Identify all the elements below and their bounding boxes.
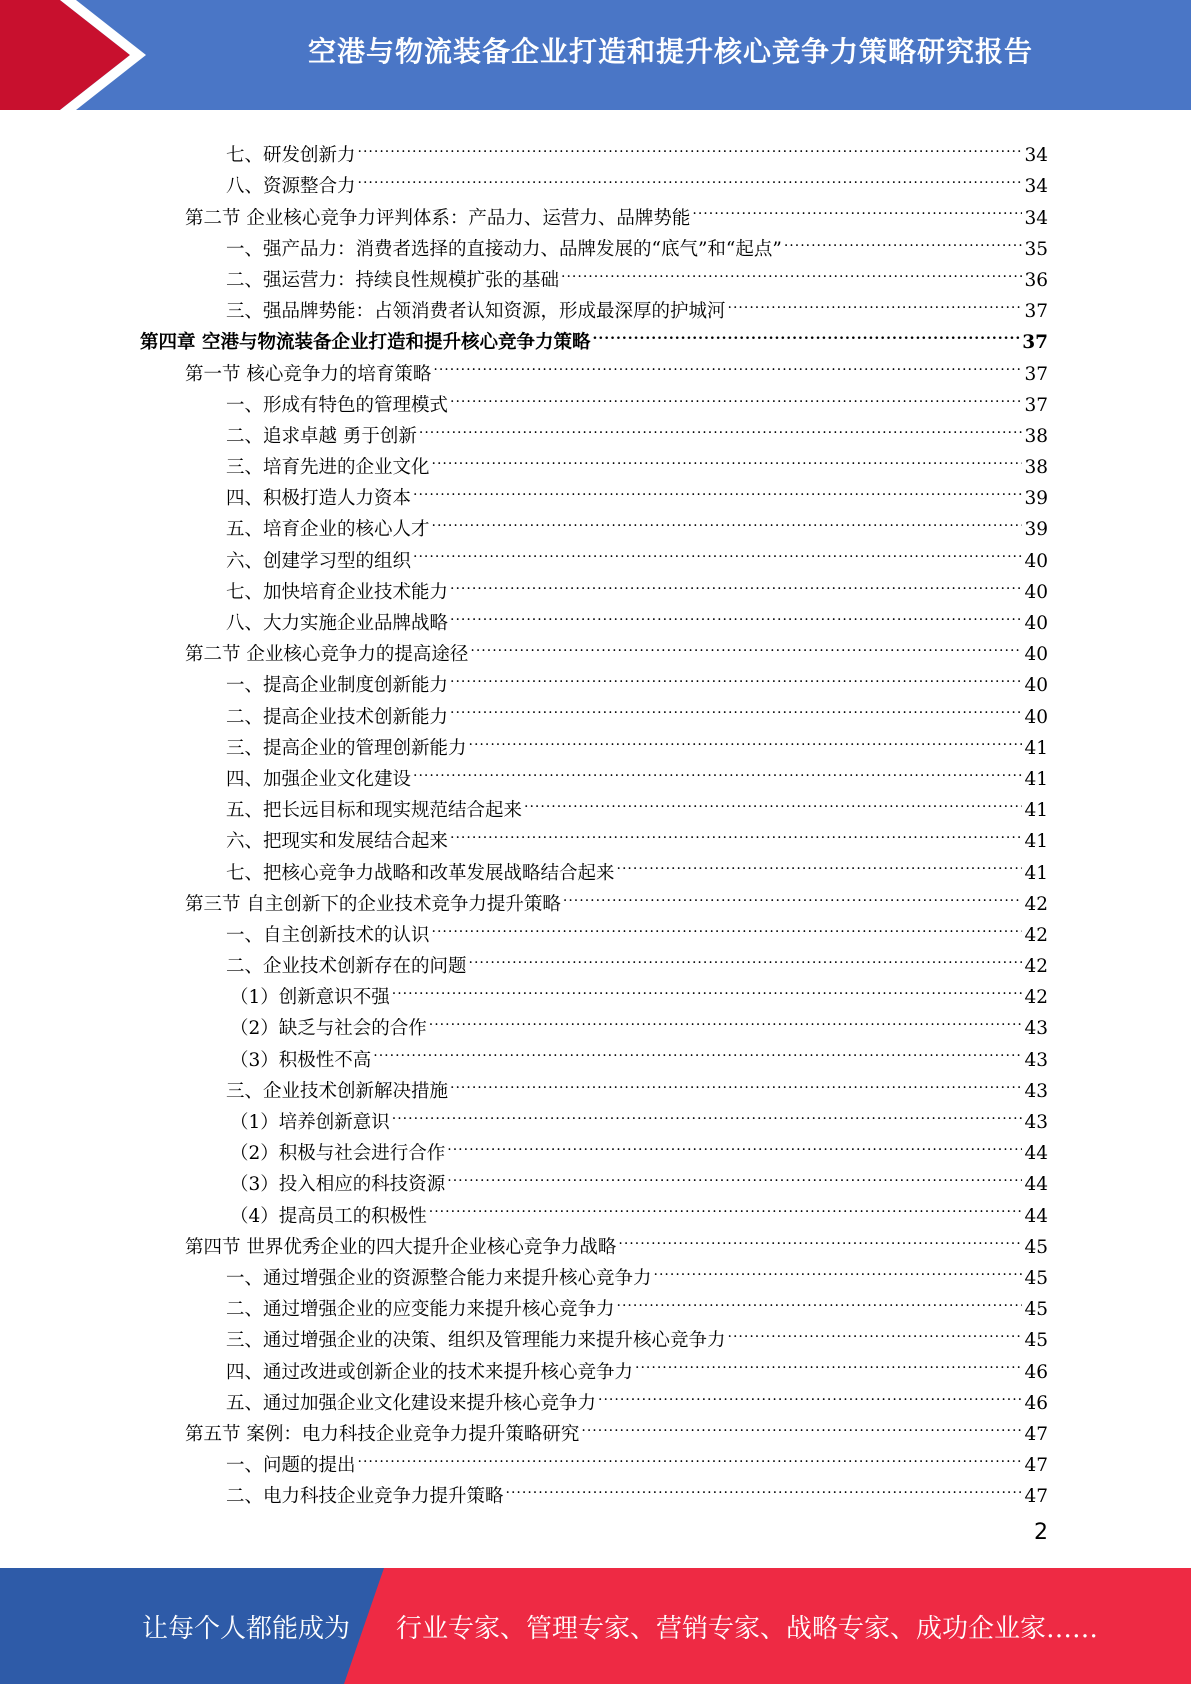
toc-entry-title: 五、把长远目标和现实规范结合起来 [226,800,523,822]
toc-entry-page: 43 [1024,1080,1048,1102]
toc-entry-title: 四、积极打造人力资本 [226,488,412,510]
toc-dot-leader [581,1409,1022,1440]
toc-entry-title: 三、通过增强企业的决策、组织及管理能力来提升核心竞争力 [226,1330,726,1352]
toc-dot-leader [450,598,1022,629]
toc-entry-title: 七、研发创新力 [226,145,356,167]
toc-dot-leader [635,1346,1022,1377]
toc-entry-page: 46 [1024,1392,1048,1414]
toc-dot-leader [692,192,1022,223]
toc-entry-page: 35 [1024,238,1048,260]
toc-dot-leader [450,691,1022,722]
toc-entry-page: 39 [1024,519,1048,541]
toc-dot-leader [784,224,1023,255]
toc-entry-page: 43 [1024,1112,1048,1133]
toc-entry-title: 四、加强企业文化建设 [226,768,412,790]
toc-entry-title: 二、强运营力：持续良性规模扩张的基础 [226,269,560,291]
toc-entry-page: 43 [1024,1049,1048,1071]
toc-dot-leader [432,442,1023,473]
toc-entry-page: 44 [1024,1174,1048,1196]
toc-entry-page: 41 [1024,862,1048,884]
toc-entry-page: 42 [1024,987,1048,1009]
toc-entry-page: 37 [1024,394,1048,416]
toc-dot-leader [373,1034,1022,1065]
toc-entry-page: 45 [1024,1299,1048,1321]
toc-entry-page: 41 [1024,768,1048,790]
toc-entry-title: 八、大力实施企业品牌战略 [226,613,449,634]
toc-dot-leader [728,1315,1023,1346]
toc-dot-leader [592,317,1020,348]
toc-dot-leader [450,380,1022,411]
toc-dot-leader [469,723,1023,754]
toc-entry-title: 第四章 空港与物流装备企业打造和提升核心竞争力策略 [140,332,591,354]
toc-entry-title: 八、资源整合力 [226,176,356,198]
toc-entry-page: 37 [1024,363,1048,385]
toc-entry-title: （4）提高员工的积极性 [230,1205,427,1227]
toc-entry-title: 三、强品牌势能：占领消费者认知资源，形成最深厚的护城河 [226,301,726,323]
toc-entry-title: 六、把现实和发展结合起来 [226,831,449,853]
toc-entry-title: 三、提高企业的管理创新能力 [226,737,467,759]
toc-entry-title: 二、追求卓越 勇于创新 [226,425,417,447]
toc-dot-leader [469,941,1023,972]
toc-dot-leader [392,972,1023,1003]
toc-entry-page: 41 [1024,831,1048,853]
toc-dot-leader [450,816,1022,847]
toc-entry-title: （2）积极与社会进行合作 [230,1143,446,1165]
toc-dot-leader [470,629,1022,660]
toc-entry-page: 39 [1024,488,1048,510]
footer-slogan-left: 让每个人都能成为 [142,1613,351,1644]
toc-entry-page: 34 [1024,207,1048,229]
toc-entry-page: 40 [1024,550,1048,572]
toc-entry-page: 40 [1024,581,1048,603]
toc-entry-page: 40 [1024,675,1048,697]
page-number: 2 [1034,1520,1048,1545]
page-header [0,0,1191,110]
toc-entry-page: 40 [1024,613,1048,634]
toc-entry-page: 34 [1024,176,1048,198]
toc-dot-leader [432,910,1023,941]
toc-dot-leader [563,879,1023,910]
toc-dot-leader [598,1378,1022,1409]
toc-entry-title: 一、提高企业制度创新能力 [226,675,449,697]
toc-entry-page: 46 [1024,1361,1048,1383]
toc-dot-leader [358,161,1023,192]
toc-dot-leader [419,411,1023,442]
toc-dot-leader [728,286,1023,317]
toc-dot-leader [392,1097,1023,1128]
toc-entry-title: 一、通过增强企业的资源整合能力来提升核心竞争力 [226,1267,652,1289]
toc-entry-title: 二、提高企业技术创新能力 [226,706,449,728]
toc-entry-title: 四、通过改进或创新企业的技术来提升核心竞争力 [226,1361,634,1383]
toc-entry-title: 三、培育先进的企业文化 [226,457,430,479]
toc-dot-leader [429,1003,1023,1034]
toc-entry-page: 37 [1024,301,1048,323]
toc-dot-leader [450,567,1022,598]
toc-entry-page: 47 [1024,1455,1048,1477]
toc-dot-leader [561,255,1022,286]
toc-dot-leader [618,1222,1022,1253]
toc-entry-page: 47 [1024,1423,1048,1445]
toc-entry-title: 一、形成有特色的管理模式 [226,394,449,416]
toc-entry-title: 五、通过加强企业文化建设来提升核心竞争力 [226,1392,597,1414]
toc-entry-title: 七、把核心竞争力战略和改革发展战略结合起来 [226,862,615,884]
toc-dot-leader [447,1128,1022,1159]
toc-entry-page: 42 [1024,893,1048,915]
toc-entry-title: （3）积极性不高 [230,1049,372,1071]
toc-entry-title: 第一节 核心竞争力的培育策略 [185,363,432,385]
toc-entry-title: 二、电力科技企业竞争力提升策略 [226,1486,504,1508]
toc-dot-leader [617,1284,1023,1315]
toc-entry[interactable] [140,130,1048,167]
table-of-contents [140,130,1048,1508]
toc-entry-page: 41 [1024,800,1048,822]
toc-entry-title: 七、加快培育企业技术能力 [226,581,449,603]
toc-dot-leader [433,348,1022,379]
toc-entry-title: 二、通过增强企业的应变能力来提升核心竞争力 [226,1299,615,1321]
toc-entry-page: 44 [1024,1205,1048,1227]
header-arrow-decoration [0,0,160,110]
toc-dot-leader [429,1190,1023,1221]
toc-entry-page: 38 [1024,457,1048,479]
toc-dot-leader [358,130,1023,161]
toc-dot-leader [432,504,1023,535]
toc-entry-title: 第二节 企业核心竞争力的提高途径 [185,644,469,666]
toc-dot-leader [413,754,1022,785]
toc-entry-title: 第五节 案例：电力科技企业竞争力提升策略研究 [185,1423,580,1445]
toc-entry-page: 41 [1024,737,1048,759]
toc-dot-leader [358,1440,1023,1471]
toc-dot-leader [450,660,1022,691]
toc-dot-leader [450,1066,1022,1097]
toc-entry-page: 42 [1024,924,1048,946]
toc-entry-title: 六、创建学习型的组织 [226,550,412,572]
toc-dot-leader [617,847,1023,878]
toc-dot-leader [413,473,1022,504]
toc-entry-title: 三、企业技术创新解决措施 [226,1080,449,1102]
toc-entry-title: 第三节 自主创新下的企业技术竞争力提升策略 [185,893,561,915]
toc-entry-title: （1）创新意识不强 [230,987,390,1009]
toc-entry-page: 45 [1024,1267,1048,1289]
toc-entry-page: 45 [1024,1330,1048,1352]
toc-entry-title: （2）缺乏与社会的合作 [230,1018,427,1040]
toc-entry-page: 36 [1024,269,1048,291]
toc-entry-title: 一、自主创新技术的认识 [226,924,430,946]
toc-entry-page: 37 [1022,332,1048,354]
toc-dot-leader [413,535,1022,566]
toc-entry-page: 34 [1024,145,1048,167]
toc-entry-page: 42 [1024,956,1048,978]
toc-entry-page: 40 [1024,706,1048,728]
toc-entry-page: 38 [1024,425,1048,447]
footer-slogan-right: 行业专家、管理专家、营销专家、战略专家、成功企业家…… [396,1613,1099,1644]
toc-entry-page: 47 [1024,1486,1048,1508]
toc-dot-leader [524,785,1022,816]
toc-entry-title: 二、企业技术创新存在的问题 [226,956,467,978]
toc-entry-title: 一、强产品力：消费者选择的直接动力、品牌发展的“底气”和“起点” [226,238,782,260]
toc-dot-leader [654,1253,1023,1284]
toc-entry-title: 一、问题的提出 [226,1455,356,1477]
toc-entry-page: 44 [1024,1143,1048,1165]
toc-entry-title: 五、培育企业的核心人才 [226,519,430,541]
toc-entry-page: 40 [1024,644,1048,666]
toc-entry-title: （1）培养创新意识 [230,1112,390,1133]
page-footer [0,1568,1191,1684]
toc-entry-page: 43 [1024,1018,1048,1040]
toc-entry-title: （3）投入相应的科技资源 [230,1174,446,1196]
document-title: 空港与物流装备企业打造和提升核心竞争力策略研究报告 [307,35,1033,68]
toc-entry-title: 第四节 世界优秀企业的四大提升企业核心竞争力战略 [185,1236,617,1258]
toc-dot-leader [447,1159,1022,1190]
toc-entry-page: 45 [1024,1236,1048,1258]
toc-dot-leader [506,1471,1023,1502]
toc-entry-title: 第二节 企业核心竞争力评判体系：产品力、运营力、品牌势能 [185,207,691,229]
